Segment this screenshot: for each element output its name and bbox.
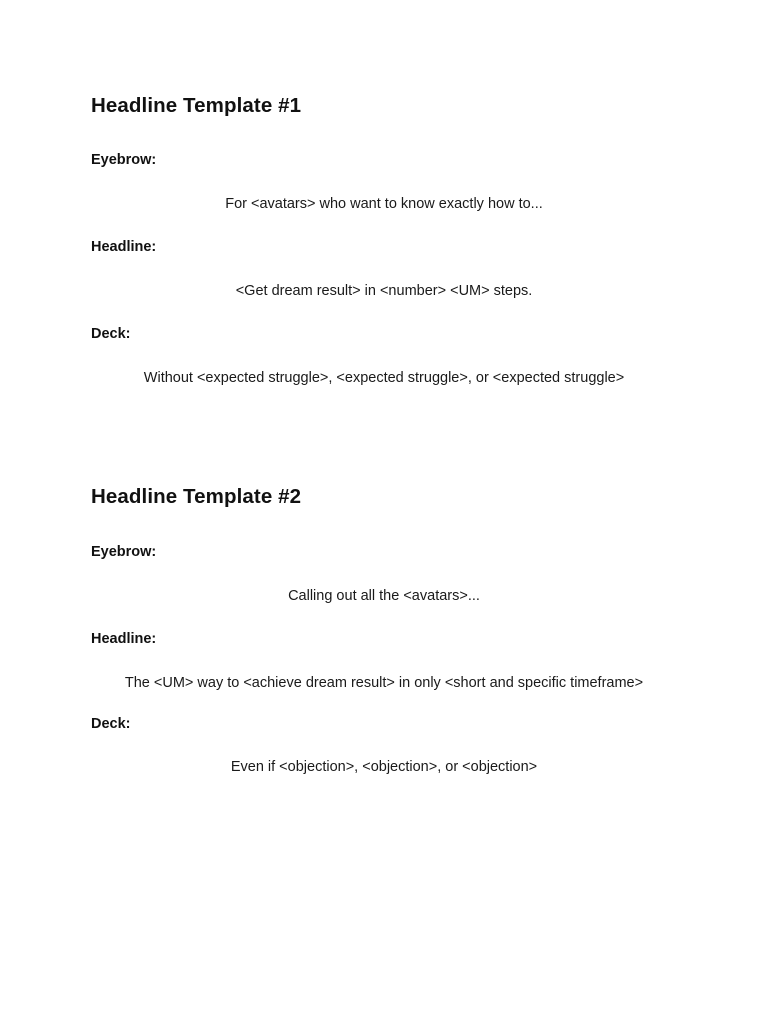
eyebrow-label: Eyebrow: bbox=[91, 152, 157, 168]
eyebrow-text: Calling out all the <avatars>... bbox=[288, 588, 480, 604]
deck-text: Without <expected struggle>, <expected struggle>, or <expected struggle> bbox=[143, 370, 625, 386]
headline-label: Headline: bbox=[91, 631, 157, 647]
deck-label: Deck: bbox=[91, 326, 131, 342]
headline-template-section bbox=[91, 484, 677, 778]
section-title: Headline Template #2 bbox=[91, 485, 302, 508]
headline-template-section bbox=[91, 93, 677, 389]
headline-text: <Get dream result> in <number> <UM> steps. bbox=[235, 283, 533, 299]
eyebrow-text: For <avatars> who want to know exactly how to... bbox=[225, 196, 543, 212]
deck-text: Even if <objection>, <objection>, or <objection> bbox=[230, 759, 538, 775]
deck-label: Deck: bbox=[91, 716, 131, 732]
headline-text: The <UM> way to <achieve dream result> in only <short and specific timeframe> bbox=[124, 675, 644, 691]
eyebrow-label: Eyebrow: bbox=[91, 544, 157, 560]
headline-label: Headline: bbox=[91, 239, 157, 255]
section-title: Headline Template #1 bbox=[91, 94, 302, 117]
